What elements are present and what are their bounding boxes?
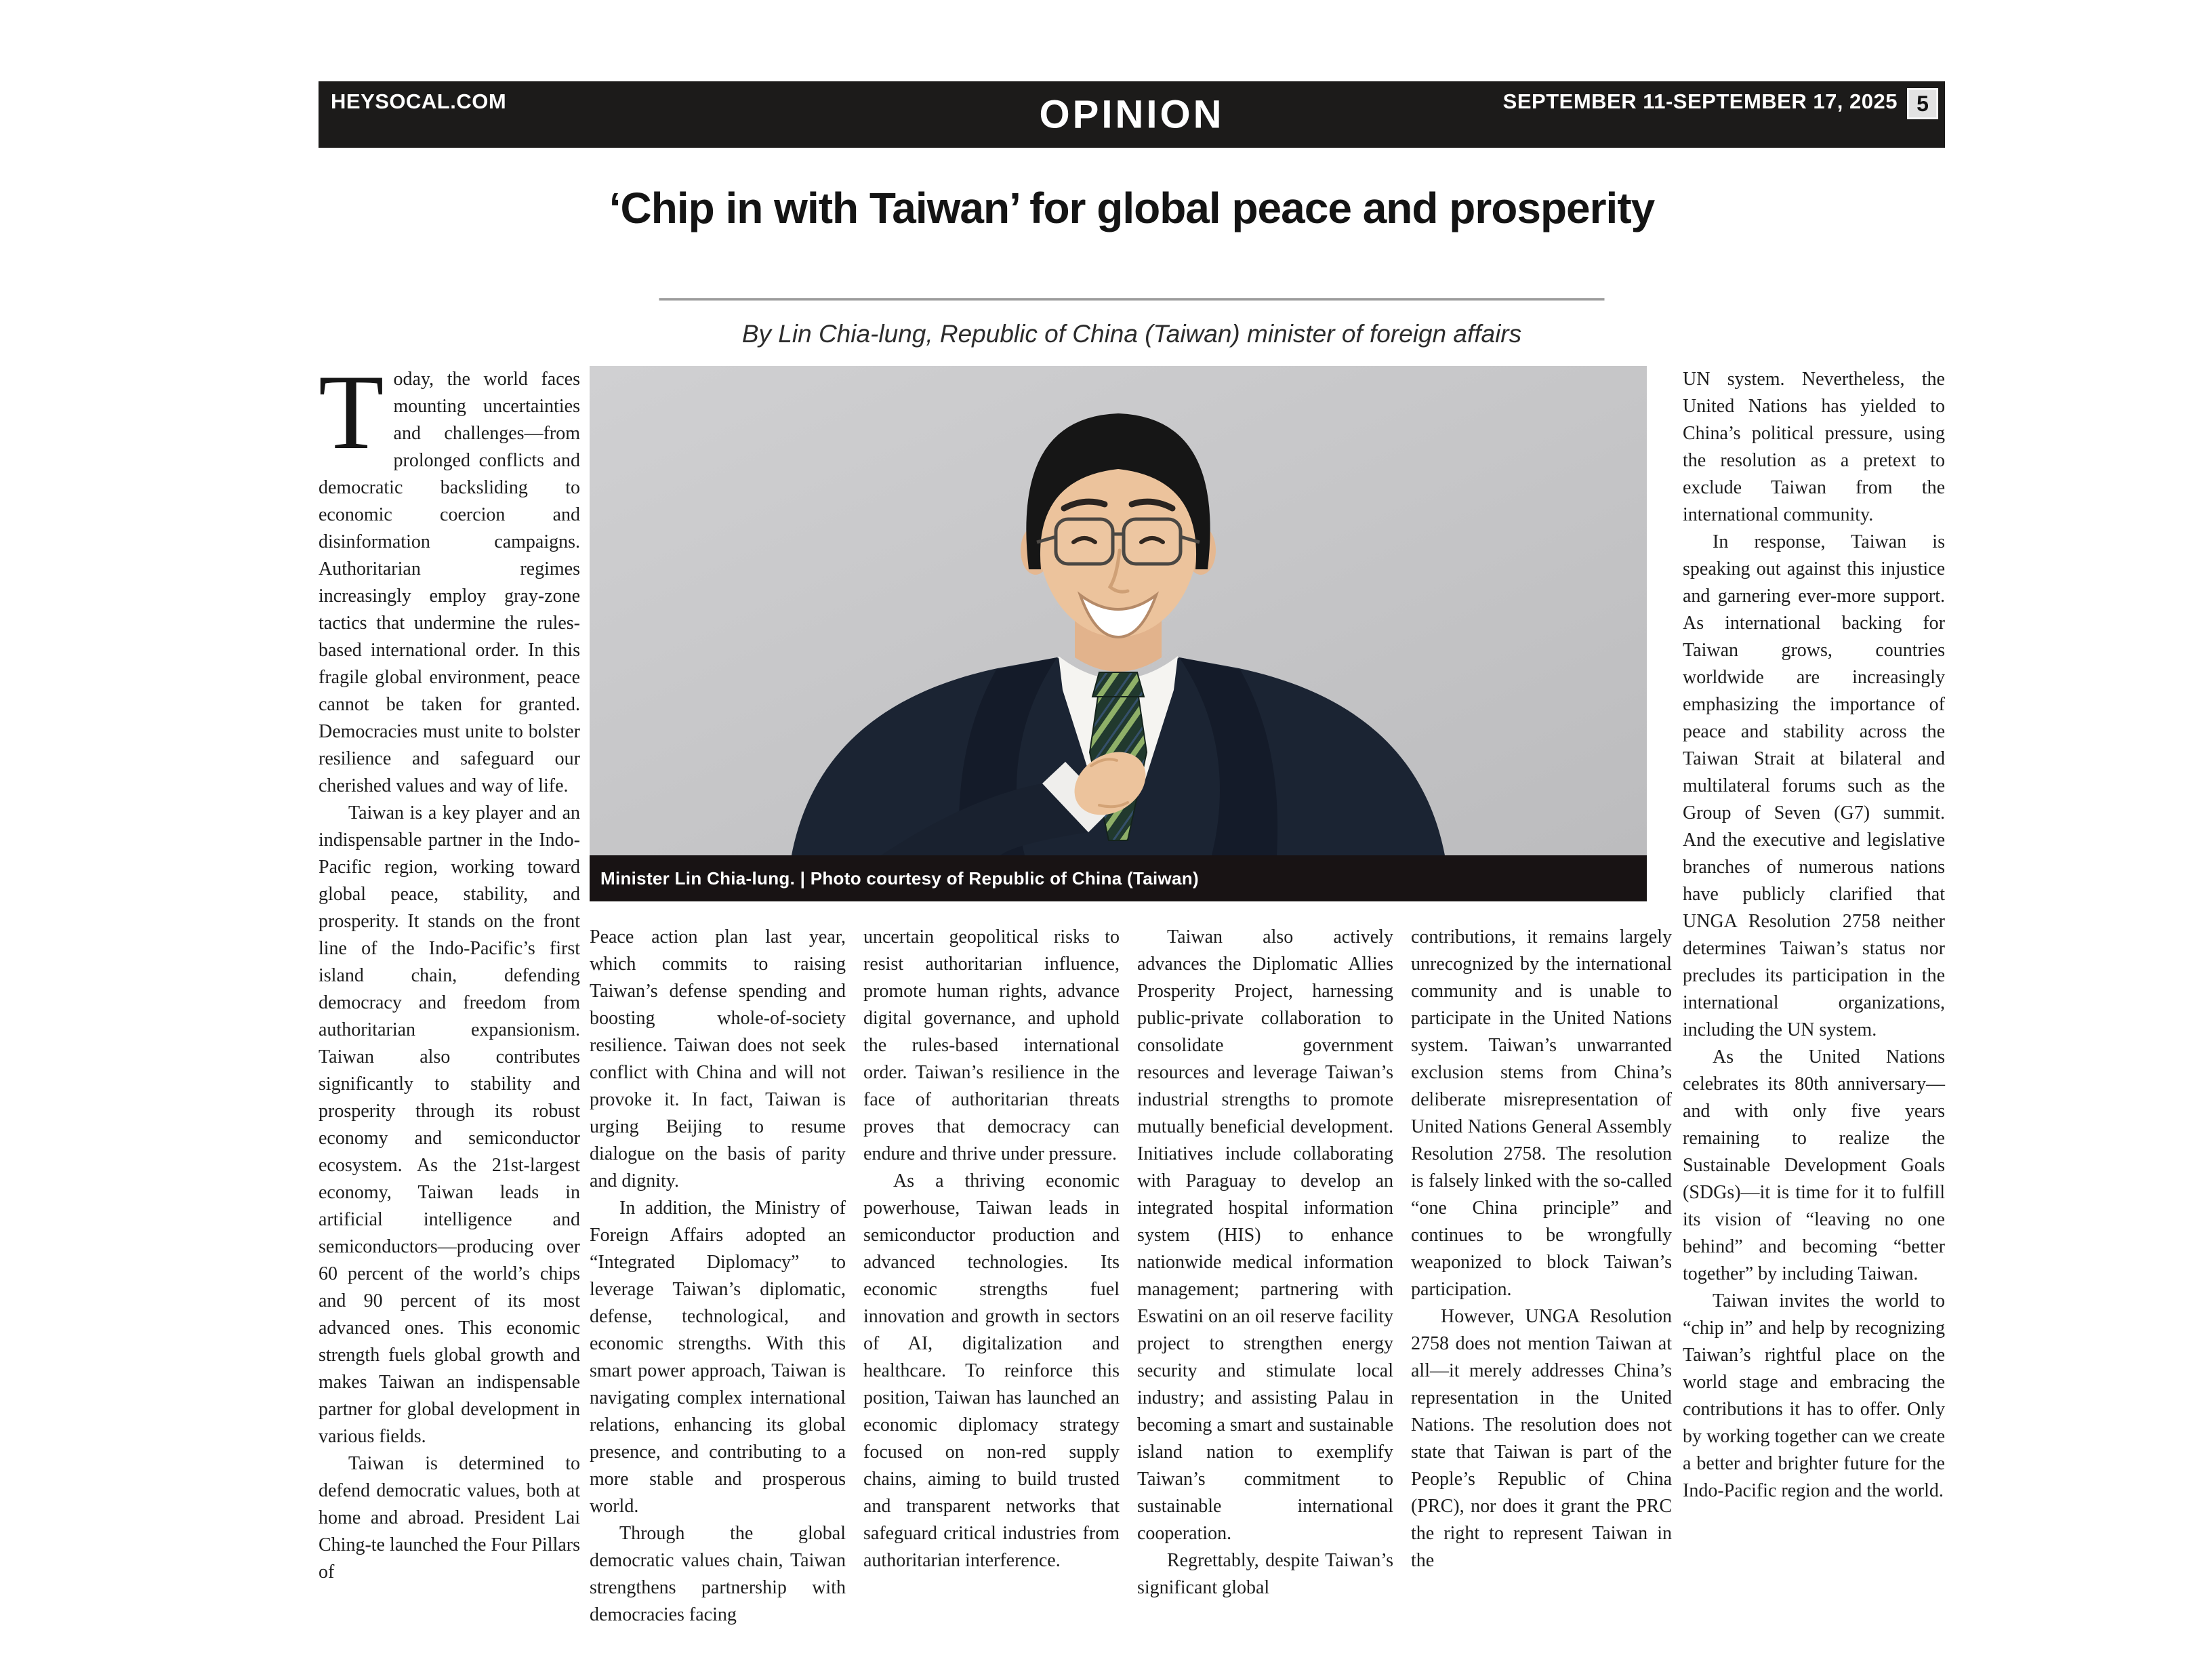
article-paragraph: Today, the world faces mounting uncertainties and challenges—from prolonged conflicts and democratic backsliding to economic coercion and disinformation campaigns. Authoritarian regimes increasingly employ gray-zone tactics that undermine the rules-based international order. In this fragile global environment, peace cannot be taken for granted. Democracies must unite to bolster resilience and safeguard our cherished values and way of life. [319, 353, 580, 796]
dateline [1503, 81, 1938, 156]
site-name: HEYSOCAL.COM [331, 89, 507, 113]
article-column-6 [1683, 366, 1945, 1657]
article-paragraph: As a thriving economic powerhouse, Taiwan leads in semiconductor production and advanced technologies. Its economic strengths fuel innovation and growth in sectors of AI, digitalization and healthcare. To reinforce this position, Taiwan has launched an economic diplomacy strategy focused on non-red supply chains, aiming to build trusted and transparent networks that safeguard critical industries from authoritarian interference. [863, 1170, 1120, 1571]
article-paragraph: Peace action plan last year, which commits to raising Taiwan’s defense spending and boosting whole-of-society resilience. Taiwan does not seek conflict with China and will not provoke it. In fact, Taiwan is urging Beijing to resume dialogue on the basis of parity and dignity. [590, 926, 846, 1191]
article-paragraph: UN system. Nevertheless, the United Nations has yielded to China’s political pressure, using the resolution as a pretext to exclude Taiwan from the international community. [1683, 369, 1945, 525]
page-header [319, 81, 1945, 148]
drop-cap: T [319, 353, 384, 472]
tie-knot [1092, 672, 1144, 697]
portrait-photo [590, 366, 1647, 901]
article-column-3 [863, 924, 1120, 1656]
article-paragraph: Regrettably, despite Taiwan’s significant global [1137, 1550, 1393, 1598]
article-column-1 [319, 353, 580, 1657]
article-paragraph: In addition, the Ministry of Foreign Affairs adopted an “Integrated Diplomacy” to leverage Taiwan’s diplomatic, defense, technological, and economic strengths. With this smart power approach, Taiwan is navigating complex international relations, enhancing its global presence, and contributing to a more stable and prosperous world. [590, 1198, 846, 1517]
article-paragraph: Taiwan also actively advances the Diplomatic Allies Prosperity Project, harnessing public-private collaboration to consolidate government resources and leverage Taiwan’s industrial strengths to promote mutually beneficial development. Initiatives include collaborating with Paraguay to develop an integrated hospital information system (HIS) to enhance nationwide medical information management; partnering with Eswatini on an oil reserve facility project to strengthen energy security and stimulate local industry; and assisting Palau in becoming a smart and sustainable island nation to exemplify Taiwan’s commitment to sustainable international cooperation. [1137, 926, 1393, 1544]
article-paragraph: contributions, it remains largely unrecognized by the international community and is unable to participate in the United Nations system. Taiwan’s unwarranted exclusion stems from China’s deliberate misrepresentation of United Nations General Assembly Resolution 2758. The resolution is falsely linked with the so-called “one China principle” and continues to be wrongfully weaponized to block Taiwan’s participation. [1411, 926, 1672, 1300]
article-paragraph: As the United Nations celebrates its 80th anniversary—and with only five years remaining to realize the Sustainable Development Goals (SDGs)—it is time for it to fulfill its vision of “leaving no one behind” and becoming “better together” by including Taiwan. [1683, 1046, 1945, 1284]
article-column-4 [1137, 924, 1393, 1656]
headline: ‘Chip in with Taiwan’ for global peace and prosperity [609, 184, 1655, 232]
photo-caption: Minister Lin Chia-lung. | Photo courtesy of Republic of China (Taiwan) [590, 855, 1647, 901]
article-column-5 [1411, 924, 1672, 1656]
article-paragraph: Taiwan is a key player and an indispensable partner in the Indo-Pacific region, working toward global peace, stability, and prosperity. It stands on the front line of the Indo-Pacific’s first island chain, defending democracy and freedom from authoritarian expansionism. Taiwan also contributes significantly to stability and prosperity through its robust economy and semiconductor ecosystem. As the 21st-largest economy, Taiwan leads in artificial intelligence and semiconductors—producing over 60 percent of the world’s chips and 90 percent of its most advanced ones. This economic strength fuels global growth and makes Taiwan an indispensable partner for global development in various fields. [319, 802, 580, 1447]
article-paragraph: Taiwan is determined to defend democratic values, both at home and abroad. President Lai Ching-te launched the Four Pillars of [319, 1453, 580, 1583]
article-column-2 [590, 924, 846, 1656]
page-number: 5 [1907, 88, 1938, 119]
newspaper-page [319, 81, 1945, 1660]
section-title: OPINION [1039, 92, 1225, 137]
article-paragraph: Through the global democratic values chain, Taiwan strengthens partnership with democracies facing [590, 1523, 846, 1625]
article-paragraph: uncertain geopolitical risks to resist authoritarian influence, promote human rights, advance digital governance, and uphold the rules-based international order. Taiwan’s resilience in the face of authoritarian threats proves that democracy can endure and thrive under pressure. [863, 926, 1120, 1164]
byline: By Lin Chia-lung, Republic of China (Taiwan) minister of foreign affairs [741, 320, 1522, 348]
article-paragraph: Taiwan invites the world to “chip in” and help by recognizing Taiwan’s rightful place on the world stage and embracing the contributions it has to offer. Only by working together can we create a better and brighter future for the Indo-Pacific region and the world. [1683, 1290, 1945, 1501]
issue-date: SEPTEMBER 11-SEPTEMBER 17, 2025 [1502, 89, 1898, 113]
headline-divider [659, 298, 1605, 301]
portrait-figure [590, 366, 1647, 855]
article-paragraph: However, UNGA Resolution 2758 does not mention Taiwan at all—it merely addresses China’s representation in the United Nations. The resolution does not state that Taiwan is part of the People’s Republic of China (PRC), nor does it grant the PRC the right to represent Taiwan in the [1411, 1306, 1672, 1571]
article-paragraph: In response, Taiwan is speaking out against this injustice and garnering ever-more support. As international backing for Taiwan grows, countries worldwide are increasingly emphasizing the importance of peace and stability across the Taiwan Strait at bilateral and multilateral forums such as the Group of Seven (G7) summit. And the executive and legislative branches of numerous nations have publicly clarified that UNGA Resolution 2758 neither determines Taiwan’s status nor precludes its participation in the international organizations, including the UN system. [1683, 531, 1945, 1040]
